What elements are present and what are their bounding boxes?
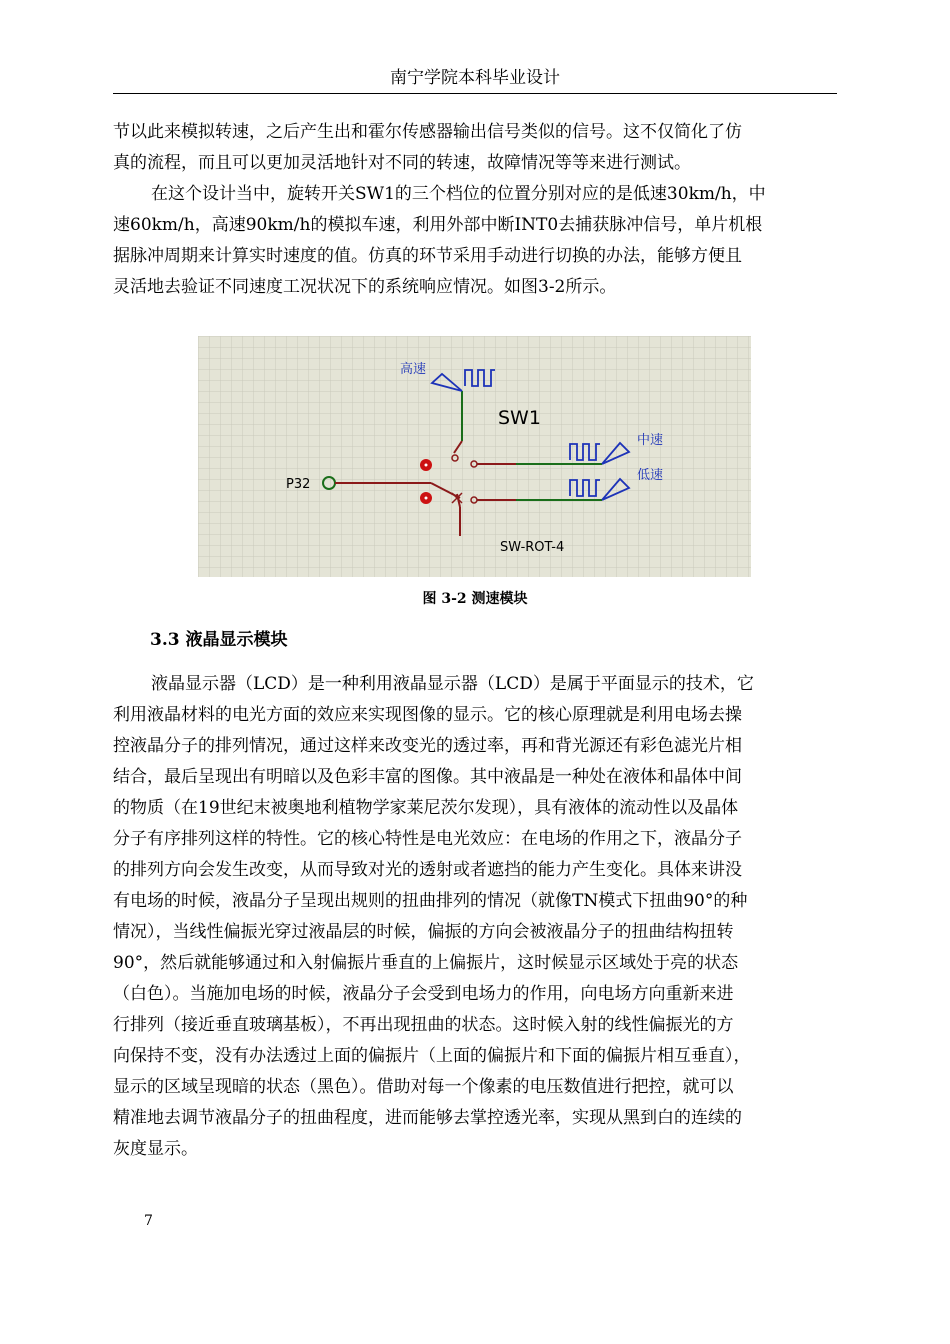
circuit-schematic	[198, 336, 751, 577]
text-line: （白色）。当施加电场的时候，液晶分子会受到电场力的作用，向电场方向重新来进	[113, 984, 734, 1004]
text-line: 灰度显示。	[113, 1139, 198, 1159]
mid-speed-label: 中速	[637, 433, 664, 448]
text-line: 速60km/h，高速90km/h的模拟车速，利用外部中断INT0去捕获脉冲信号，单片机根	[113, 215, 763, 235]
low-speed-label: 低速	[637, 468, 664, 483]
text-line: 有电场的时候，液晶分子呈现出规则的扭曲排列的情况（就像TN模式下扭曲90°的种	[113, 891, 748, 911]
switch-name-label: SW1	[498, 407, 541, 429]
text-line: 分子有序排列这样的特性。它的核心特性是电光效应：在电场的作用之下，液晶分子	[113, 829, 742, 849]
page-number: 7	[144, 1213, 153, 1229]
text-line: 据脉冲周期来计算实时速度的值。仿真的环节采用手动进行切换的办法，能够方便且	[113, 246, 742, 266]
paragraph-2	[113, 179, 837, 303]
text-line: 显示的区域呈现暗的状态（黑色）。借助对每一个像素的电压数值进行把控，就可以	[113, 1077, 734, 1097]
section-heading: 3.3 液晶显示模块	[150, 630, 288, 650]
probe-marker-1-center	[425, 464, 428, 467]
part-name-label: SW-ROT-4	[500, 540, 565, 555]
text-line: 行排列（接近垂直玻璃基板），不再出现扭曲的状态。这时候入射的线性偏振光的方	[113, 1015, 734, 1035]
text-line: 在这个设计当中，旋转开关SW1的三个档位的位置分别对应的是低速30km/h，中	[151, 184, 766, 204]
text-line: 灵活地去验证不同速度工况状况下的系统响应情况。如图3-2所示。	[113, 277, 617, 297]
page-header: 南宁学院本科毕业设计	[113, 66, 837, 94]
text-line: 向保持不变，没有办法透过上面的偏振片（上面的偏振片和下面的偏振片相互垂直），	[113, 1046, 751, 1066]
text-line: 控液晶分子的排列情况，通过这样来改变光的透过率，再和背光源还有彩色滤光片相	[113, 736, 742, 756]
speed-module-figure	[198, 336, 751, 577]
text-line: 利用液晶材料的电光方面的效应来实现图像的显示。它的核心原理就是利用电场去操	[113, 705, 742, 725]
paragraph-1	[113, 117, 837, 179]
text-line: 液晶显示器（LCD）是一种利用液晶显示器（LCD）是属于平面显示的技术，它	[151, 674, 754, 694]
paragraph-3	[113, 669, 837, 1165]
text-line: 精准地去调节液晶分子的扭曲程度，进而能够去掌控透光率，实现从黑到白的连续的	[113, 1108, 742, 1128]
figure-caption: 图 3-2 测速模块	[422, 591, 528, 607]
text-line: 的物质（在19世纪末被奥地利植物学家莱尼茨尔发现），具有液体的流动性以及晶体	[113, 798, 739, 818]
grid-lines	[198, 336, 751, 577]
probe-marker-2-center	[425, 497, 428, 500]
text-line: 的排列方向会发生改变，从而导致对光的透射或者遮挡的能力产生变化。具体来讲没	[113, 860, 742, 880]
text-line: 结合，最后呈现出有明暗以及色彩丰富的图像。其中液晶是一种处在液体和晶体中间	[113, 767, 742, 787]
high-speed-label: 高速	[400, 362, 427, 377]
text-line: 情况），当线性偏振光穿过液晶层的时候，偏振的方向会被液晶分子的扭曲结构扭转	[113, 922, 734, 942]
text-line: 真的流程，而且可以更加灵活地针对不同的转速，故障情况等等来进行测试。	[113, 153, 691, 173]
text-line: 节以此来模拟转速，之后产生出和霍尔传感器输出信号类似的信号。这不仅简化了仿	[113, 122, 742, 142]
input-pin-label: P32	[286, 477, 311, 492]
text-line: 90°，然后就能够通过和入射偏振片垂直的上偏振片，这时候显示区域处于亮的状态	[113, 953, 739, 973]
